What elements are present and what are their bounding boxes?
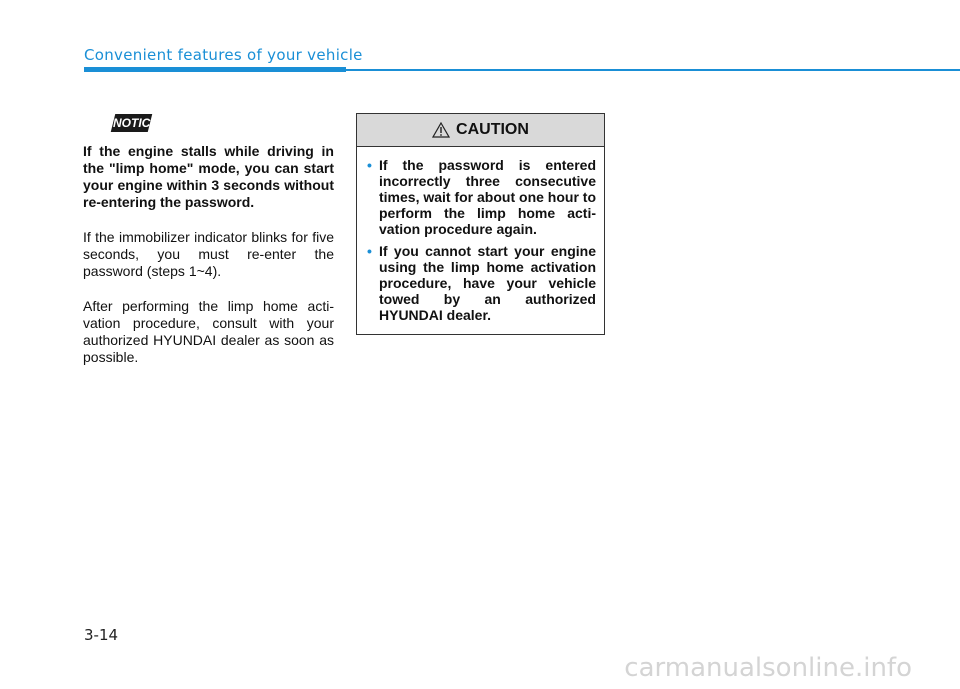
notice-text-column (83, 143, 334, 384)
caution-header (357, 114, 604, 147)
notice-paragraph-2: If the immobilizer indicator blinks for five seconds, you must re-enter the password (steps 1~4). (83, 229, 334, 279)
watermark: carmanualsonline.info (624, 653, 912, 683)
section-title: Convenient features of your vehicle (84, 46, 363, 64)
page-number: 3-14 (84, 626, 119, 644)
bullet-icon: • (367, 243, 372, 259)
caution-list (357, 147, 604, 323)
bullet-icon: • (367, 157, 372, 173)
caution-item-text: If you cannot start your engine using the limp home activation procedure, have your vehicle towed by an authorized HYUNDAI dealer. (379, 243, 596, 323)
notice-badge: NOTICE (113, 116, 159, 130)
caution-box (356, 113, 605, 335)
warning-triangle-icon (432, 122, 450, 138)
notice-paragraph-1: If the engine stalls while driving in the "limp home" mode, you can start your engine within 3 seconds without re-entering the password. (83, 143, 334, 210)
caution-item-text: If the password is entered incorrectly three consecutive times, wait for about one hour to perform the limp home acti- vation procedure again. (379, 157, 596, 237)
caution-item (367, 243, 596, 323)
header-accent-bar (84, 67, 346, 72)
caution-item (367, 157, 596, 237)
notice-paragraph-3: After performing the limp home acti- vation procedure, consult with your authorized HYUNDAI dealer as soon as possible. (83, 298, 334, 365)
header-rule (346, 69, 960, 71)
caution-title: CAUTION (456, 121, 529, 138)
